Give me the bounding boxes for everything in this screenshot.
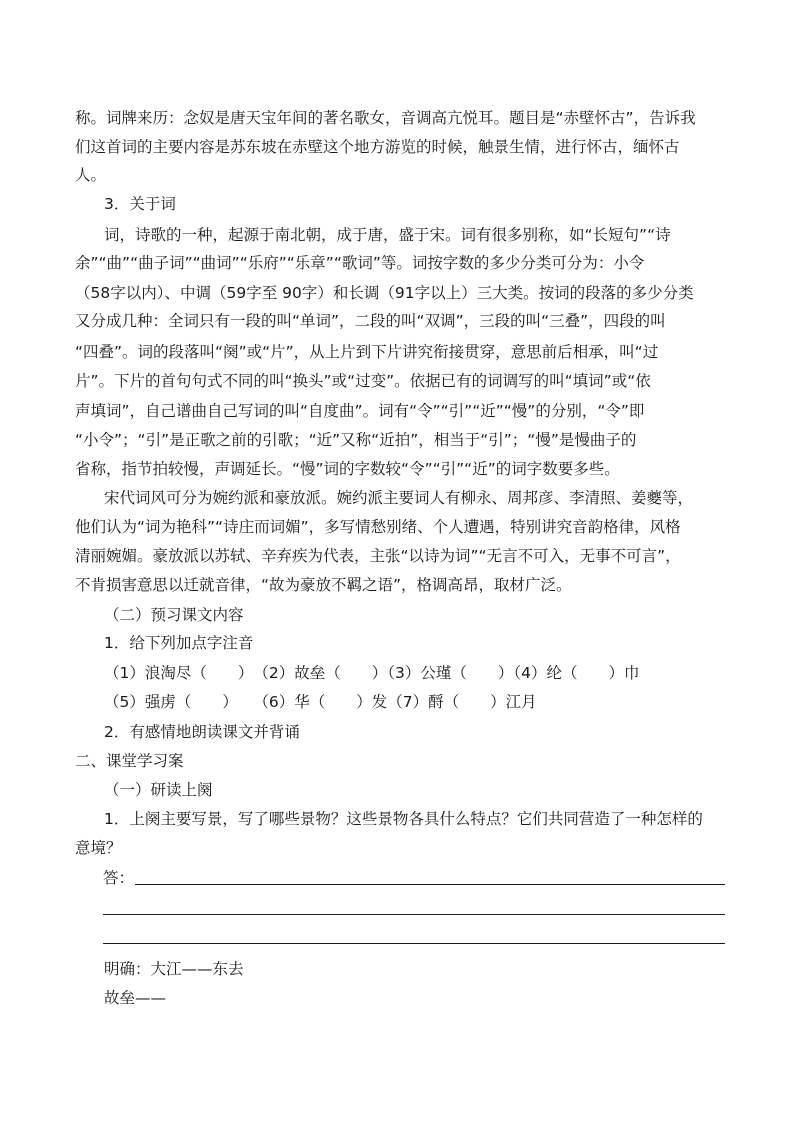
answer-underline[interactable] (103, 914, 725, 915)
section-heading: （二）预习课文内容 (104, 606, 244, 624)
answer-text: 明确：大江——东去 (104, 960, 244, 978)
text-line: 不肯损害意思以迁就音律，“故为豪放不羁之语”，格调高昂，取材广泛。 (75, 576, 572, 594)
question-title: 1．给下列加点字注音 (104, 634, 254, 652)
text-line: “小令”；“引”是正歌之前的引歌；“近”又称“近拍”，相当于“引”；“慢”是慢曲子的 (75, 431, 637, 449)
question-title: 2．有感情地朗读课文并背诵 (104, 723, 300, 741)
text-line: 他们认为“词为艳科”“诗庄而词媚”，多写情愁别绪、个人遭遇，特别讲究音韵格律，风格 (75, 518, 681, 536)
text-line: 称。词牌来历：念奴是唐天宝年间的著名歌女，音调高亢悦耳。题目是“赤壁怀古”，告诉我 (75, 109, 696, 127)
text-line: 余”“曲”“曲子词”“曲词”“乐府”“乐章”“歌词”等。词按字数的多少分类可分为：小令 (75, 254, 645, 272)
text-line: “四叠”。词的段落叫“阕”或“片”，从上片到下片讲究衔接贯穿，意思前后相承，叫“过 (75, 343, 659, 361)
text-line: 声填词”，自己谱曲自己写词的叫“自度曲”。词有“令”“引”“近”“慢”的分别，“令”即 (75, 402, 645, 420)
question-text: 1．上阕主要写景，写了哪些景物？这些景物各具什么特点？它们共同营造了一种怎样的 (104, 810, 703, 828)
exercise-line: （5）强虏（ ） （6）华（ ）发（7）酹（ ）江月 (104, 693, 537, 711)
question-text: 意境？ (75, 839, 122, 857)
text-line: 片”。下片的首句句式不同的叫“换头”或“过变”。依据已有的词调写的叫“填词”或“依 (75, 372, 651, 390)
section-heading: （一）研读上阕 (104, 781, 213, 799)
answer-underline[interactable] (103, 943, 725, 944)
text-line: 又分成几种：全词只有一段的叫“单词”，二段的叫“双调”，三段的叫“三叠”，四段的叫 (75, 312, 666, 330)
answer-line[interactable] (103, 868, 725, 888)
section-heading: 二、课堂学习案 (75, 752, 184, 770)
exercise-line: （1）浪淘尽（ ） （2）故垒（ ）（3）公瑾（ ）（4）纶（ ）巾 (104, 664, 640, 682)
text-line: 清丽婉媚。豪放派以苏轼、辛弃疾为代表，主张“以诗为词”“无言不可入，无事不可言”， (75, 547, 681, 565)
answer-text: 故垒—— (104, 989, 167, 1007)
answer-label: 答： (103, 869, 135, 887)
section-heading: 3．关于词 (104, 195, 176, 213)
text-line: 人。 (75, 166, 107, 184)
text-line: 省称，指节拍较慢，声调延长。“慢”词的字数较“令”“引”“近”的词字数要多些。 (75, 460, 620, 478)
text-line: 们这首词的主要内容是苏东坡在赤壁这个地方游览的时候，触景生情，进行怀古，缅怀古 (75, 138, 680, 156)
text-line: 词，诗歌的一种，起源于南北朝，成于唐，盛于宋。词有很多别称，如“长短句”“诗 (104, 226, 671, 244)
text-line: （58字以内）、中调（59字至 90字）和长调（91字以上）三大类。按词的段落的多少分类 (75, 284, 694, 302)
text-line: 宋代词风可分为婉约派和豪放派。婉约派主要词人有柳永、周邦彦、李清照、姜夔等， (104, 489, 694, 507)
answer-underline (135, 884, 725, 885)
